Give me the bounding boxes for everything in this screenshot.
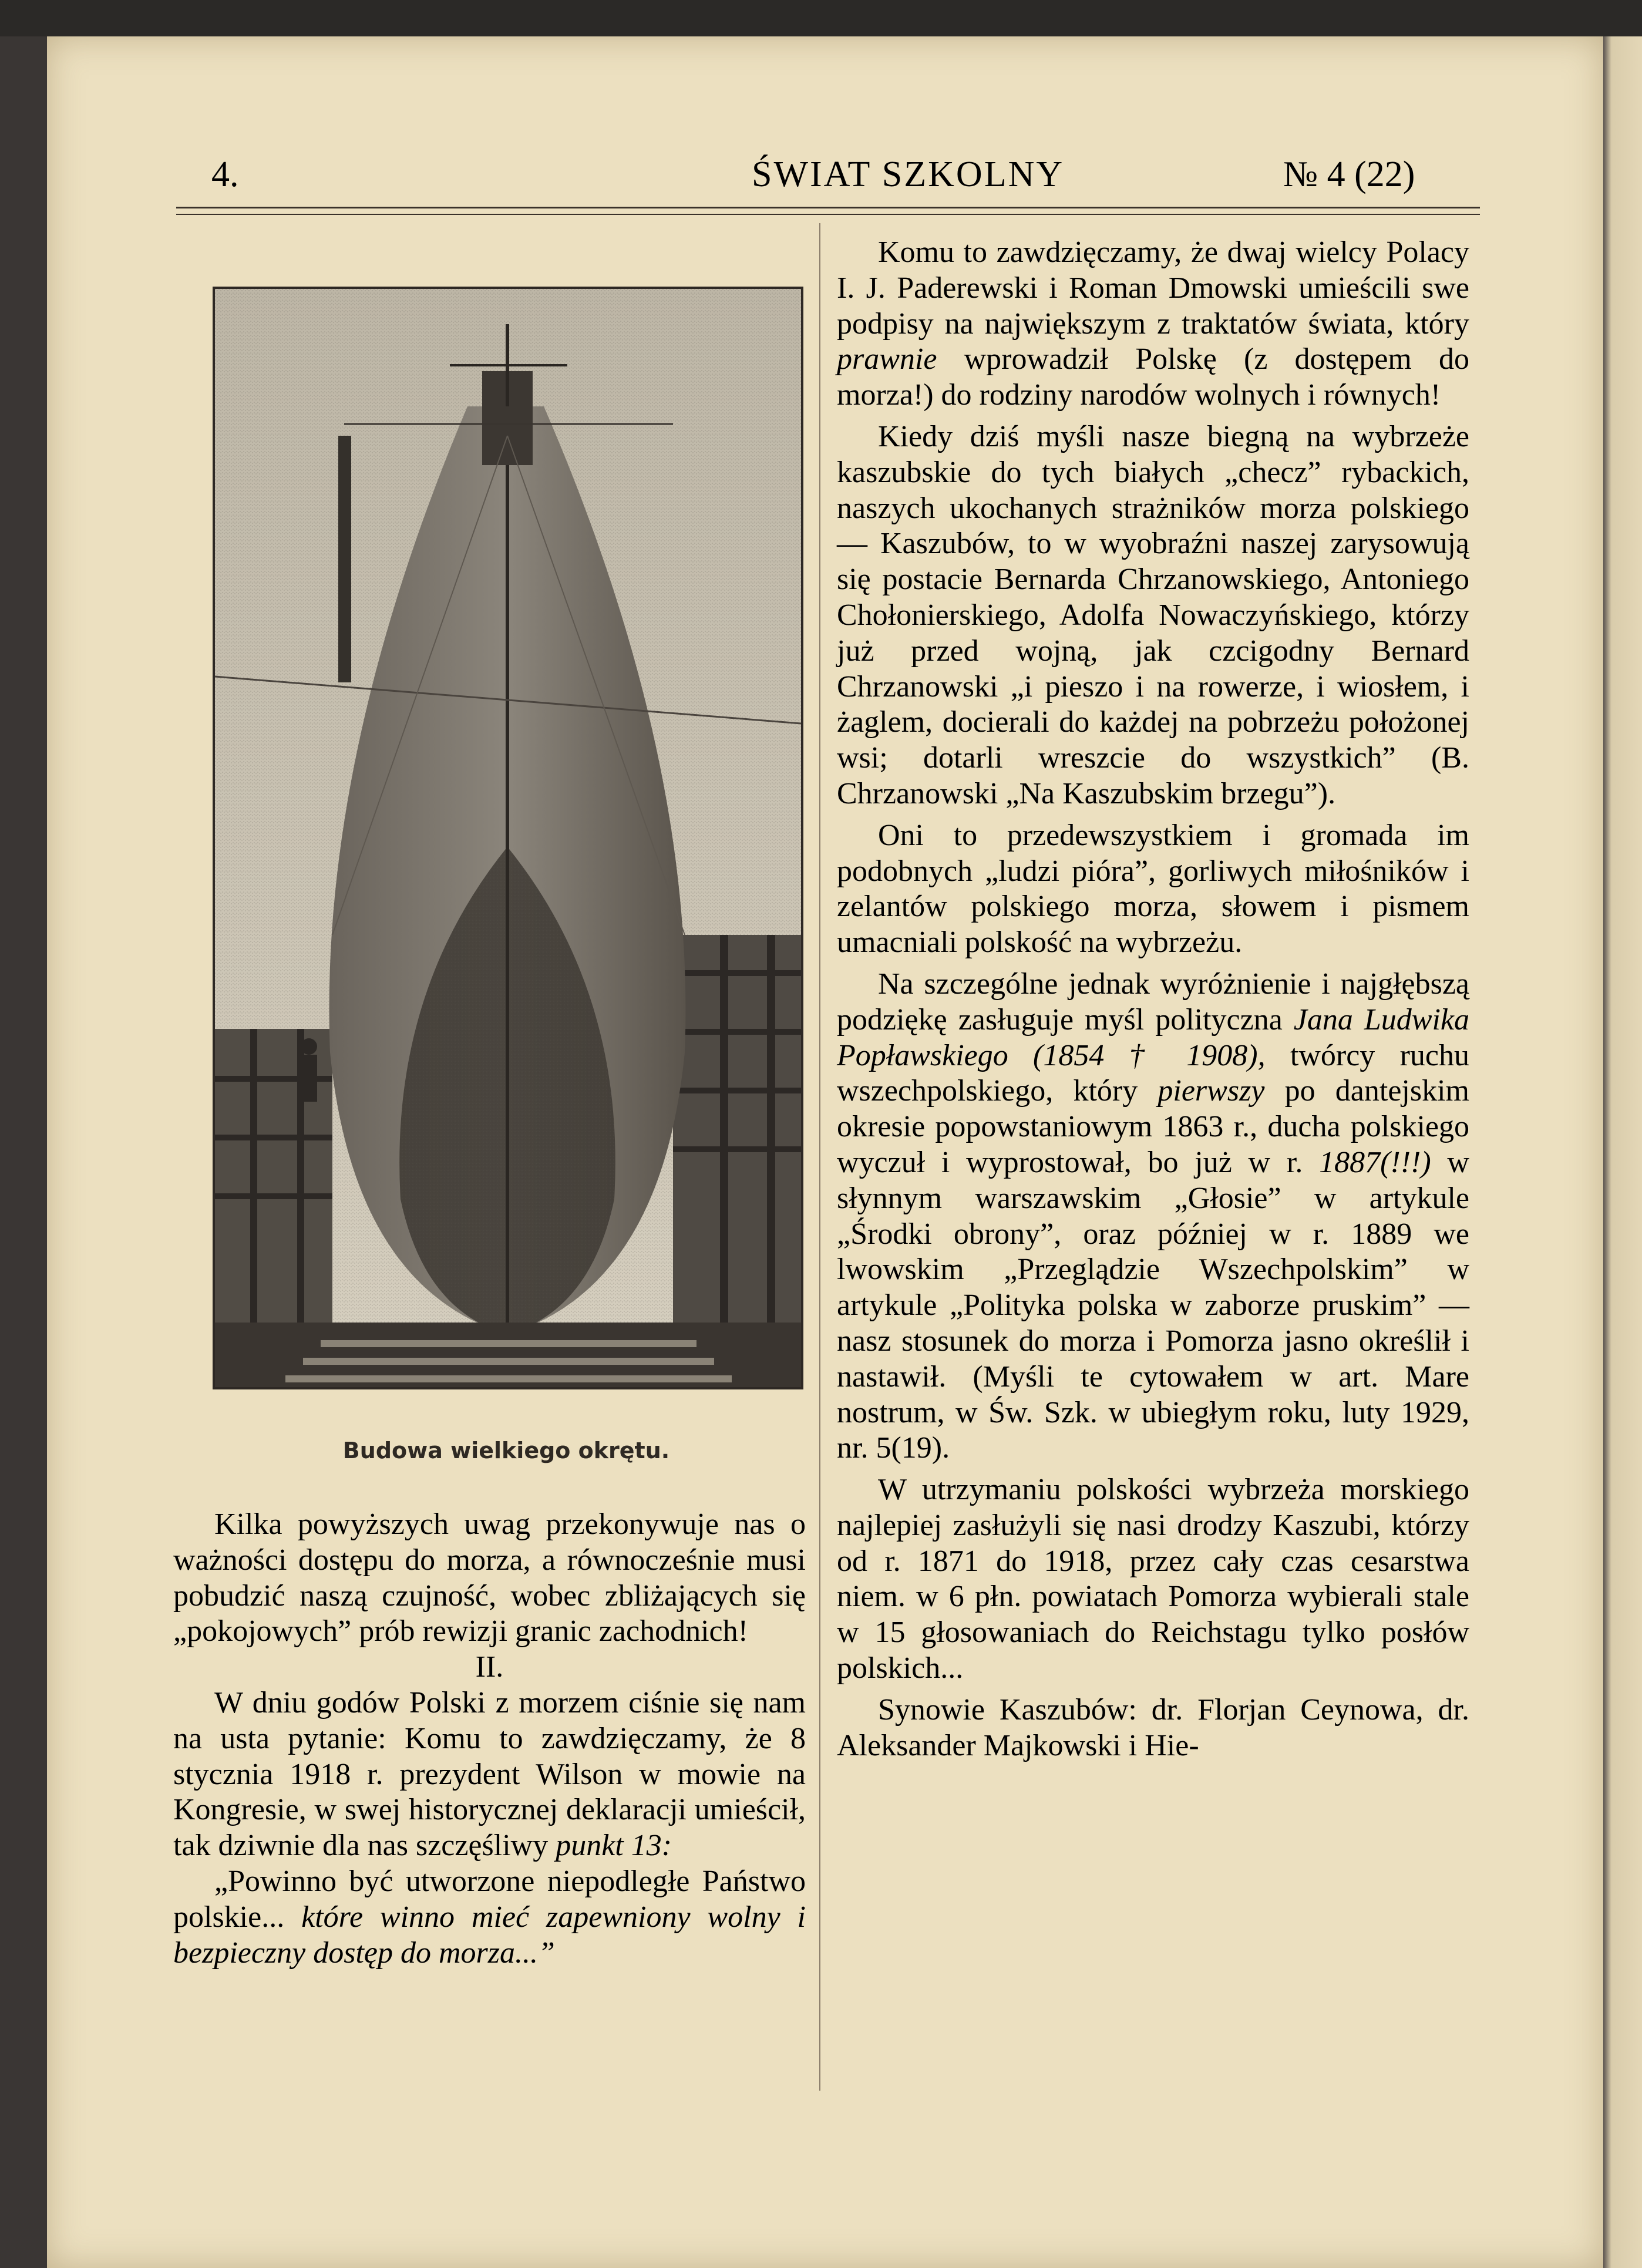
paragraph: W dniu godów Polski z morzem ciśnie się nam na usta pytanie: Komu to zawdzięczamy, że 8 stycznia 1918 r. prezydent Wilson w mowie na Kongresie, w swej historycznej deklaracji umieścił, tak dziwnie dla nas szczęśliwy punkt 13: [173, 1685, 806, 1863]
section-numeral: II. [475, 1650, 504, 1684]
header-rule-double [176, 214, 1480, 215]
paragraph: Kilka powyższych uwag przekonywuje nas o ważności dostępu do morza, a równocześnie musi pobudzić naszą czujność, wobec zbliżających się „pokojowych” prób rewizji granic zachodnich! [173, 1507, 806, 1648]
journal-title: ŚWIAT SZKOLNY [752, 154, 1065, 194]
header-rule [176, 207, 1480, 208]
paragraph: Synowie Kaszubów: dr. Florjan Ceynowa, dr. Aleksander Majkowski i Hie- [837, 1692, 1469, 1762]
ship-illustration [215, 289, 801, 1387]
scan-background [0, 0, 1642, 36]
issue-number: № 4 (22) [1283, 154, 1415, 194]
emphasis: prawnie [837, 342, 937, 376]
page-header [164, 154, 1474, 196]
ship-photo [213, 287, 803, 1389]
paragraph: Oni to przedewszystkiem i gromada im podobnych „ludzi pióra”, gorliwych miłośników i zelantów polskiego morza, słowem i pismem umacniali polskość na wybrzeżu. [837, 818, 1469, 960]
emphasis: pierwszy [1158, 1074, 1265, 1108]
emphasis: które winno mieć zapewniony wolny i bezpieczny dostęp do morza...” [173, 1900, 806, 1970]
emphasis: punkt 13: [556, 1829, 672, 1863]
next-page-edge [1603, 36, 1642, 2268]
paragraph: W utrzymaniu polskości wybrzeża morskiego najlepiej zasłużyli się nasi drodzy Kaszubi, którzy od r. 1871 do 1918, przez cały czas cesarstwa niem. w 6 płn. powiatach Pomorza wybierali stale w 15 głosowaniach do Reichstagu tylko posłów polskich... [837, 1473, 1469, 1685]
photo-caption: Budowa wielkiego okrętu. [342, 1438, 670, 1463]
right-column [837, 235, 1469, 1764]
paragraph: Komu to zawdzięczamy, że dwaj wielcy Polacy I. J. Paderewski i Roman Dmowski umieścili swe podpisy na największym z traktatów świata, który prawnie wprowadził Polskę (z dostępem do morza!) do rodziny narodów wolnych i równych! [837, 235, 1469, 412]
page-number: 4. [211, 154, 239, 194]
paragraph: Na szczególne jednak wyróżnienie i najgłębszą podziękę zasługuje myśl polityczna Jana Ludwika Popławskiego (1854 † 1908), twórcy ruchu wszechpolskiego, który pierwszy po dantejskim okresie popowstaniowym 1863 r., ducha polskiego wyczuł i wyprostował, bo już w r. 1887(!!!) w słynnym warszawskim „Głosie” w artykule „Środki obrony”, oraz później w r. 1889 we lwowskim „Przeglądzie Wszechpolskim” w artykule „Polityka polska w zaborze pruskim” — nasz stosunek do morza i Pomorza jasno określił i nastawił. (Myśli te cytowałem w art. Mare nostrum, w Św. Szk. w ubiegłym roku, luty 1929, nr. 5(19). [837, 967, 1469, 1465]
left-column [173, 1507, 806, 1971]
emphasis: 1887(!!!) [1319, 1145, 1431, 1179]
emphasis: Jana Ludwika Popławskiego (1854 † 1908), [837, 1002, 1469, 1072]
quote-paragraph: „Powinno być utworzone niepodległe Państwo polskie... które winno mieć zapewniony wolny i bezpieczny dostęp do morza...” [173, 1864, 806, 1970]
column-divider [819, 223, 820, 2091]
paragraph: Kiedy dziś myśli nasze biegną na wybrzeże kaszubskie do tych białych „checz” rybackich, naszych ukochanych strażników morza polskiego — Kaszubów, to w wyobraźni naszej zarysowują się postacie Bernarda Chrzanowskiego, Antoniego Chołonierskiego, Adolfa Nowaczyńskiego, którzy już przed wojną, jak czcigodny Bernard Chrzanowski „i pieszo i na rowerze, i wiosłem, i żaglem, docierali do każdej na pobrzeżu położonej wsi; dotarli wreszcie do wszystkich” (B. Chrzanowski „Na Kaszubskim brzegu”). [837, 419, 1469, 810]
